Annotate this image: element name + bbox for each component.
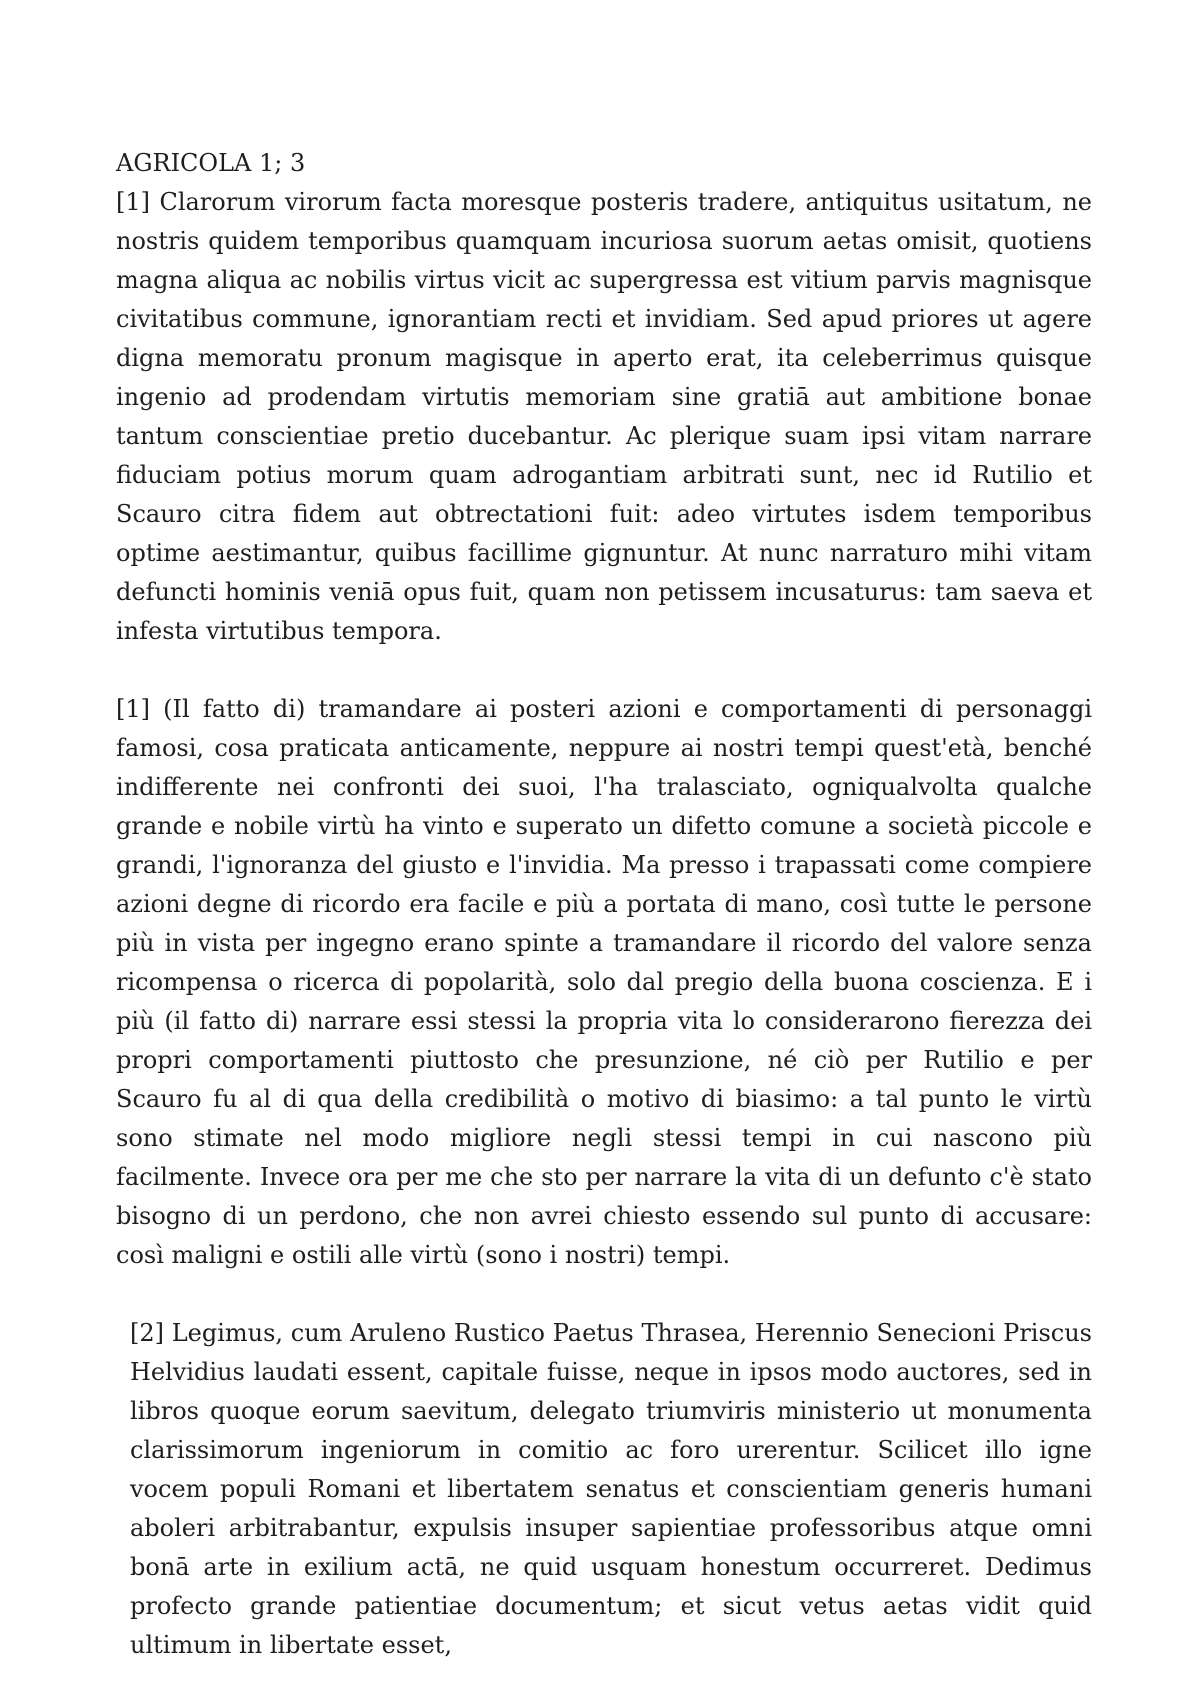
paragraph-latin-1: [1] Clarorum virorum facta moresque posteris tradere, antiquitus usitatum, ne nostris quidem temporibus quamquam incuriosa suorum aetas omisit, quotiens magna aliqua ac nobilis virtus vicit ac supergressa est vitium parvis magnisque civitatibus commune, ignorantiam recti et invidiam. Sed apud priores ut agere digna memoratu pronum magisque in aperto erat, ita celeberrimus quisque ingenio ad prodendam virtutis memoriam sine gratiā aut ambitione bonae tantum conscientiae pretio ducebantur. Ac plerique suam ipsi vitam narrare fiduciam potius morum quam adrogantiam arbitrati sunt, nec id Rutilio et Scauro citra fidem aut obtrectationi fuit: adeo virtutes isdem temporibus optime aestimantur, quibus facillime gignuntur. At nunc narraturo mihi vitam defuncti hominis veniā opus fuit, quam non petissem incusaturus: tam saeva et infesta virtutibus tempora. — [116, 188, 1092, 645]
paragraph-spacer — [116, 1275, 1092, 1314]
paragraph-spacer — [116, 651, 1092, 690]
paragraph-italian-1: [1] (Il fatto di) tramandare ai posteri azioni e comportamenti di personaggi famosi, cosa praticata anticamente, neppure ai nostri tempi quest'età, benché indifferente nei confronti dei suoi, l'ha tralasciato, ogniqualvolta qualche grande e nobile virtù ha vinto e superato un difetto comune a società piccole e grandi, l'ignoranza del giusto e l'invidia. Ma presso i trapassati come compiere azioni degne di ricordo era facile e più a portata di mano, così tutte le persone più in vista per ingegno erano spinte a tramandare il ricordo del valore senza ricompensa o ricerca di popolarità, solo dal pregio della buona coscienza. E i più (il fatto di) narrare essi stessi la propria vita lo considerarono fierezza dei propri comportamenti piuttosto che presunzione, né ciò per Rutilio e per Scauro fu al di qua della credibilità o motivo di biasimo: a tal punto le virtù sono stimate nel modo migliore negli stessi tempi in cui nascono più facilmente. Invece ora per me che sto per narrare la vita di un defunto c'è stato bisogno di un perdono, che non avrei chiesto essendo sul punto di accusare: così maligni e ostili alle virtù (sono i nostri) tempi. — [116, 695, 1092, 1269]
paragraph-latin-2: [2] Legimus, cum Aruleno Rustico Paetus Thrasea, Herennio Senecioni Priscus Helvidius laudati essent, capitale fuisse, neque in ipsos modo auctores, sed in libros quoque eorum saevitum, delegato triumviris ministerio ut monumenta clarissimorum ingeniorum in comitio ac foro urerentur. Scilicet illo igne vocem populi Romani et libertatem senatus et conscientiam generis humani aboleri arbitrabantur, expulsis insuper sapientiae professoribus atque omni bonā arte in exilium actā, ne quid usquam honestum occurreret. Dedimus profecto grande patientiae documentum; et sicut vetus aetas vidit quid ultimum in libertate esset, — [130, 1319, 1092, 1659]
document-title: AGRICOLA 1; 3 — [116, 149, 306, 177]
document-page — [116, 144, 1092, 1665]
